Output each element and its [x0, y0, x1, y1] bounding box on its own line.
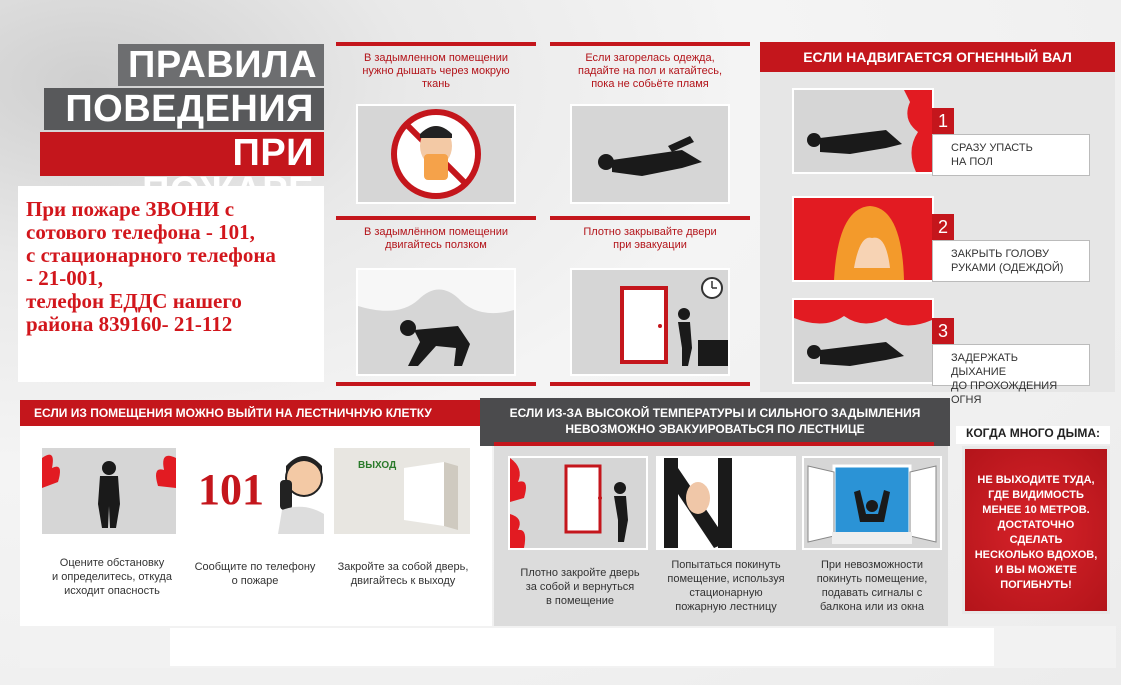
wet-cloth-icon [356, 104, 516, 204]
window-signal-icon [802, 456, 942, 550]
door-close-icon [570, 268, 730, 376]
tip-1-line-3: ткань [421, 78, 450, 90]
fire-wave-step-3 [932, 344, 1090, 406]
stairs-caption-1 [44, 556, 180, 598]
tip-2-line-3: пока не собьёте пламя [591, 78, 709, 90]
fire-wave-step-1-number: 1 [932, 108, 954, 134]
phone-line-1: При пожаре ЗВОНИ с [26, 197, 235, 221]
fire-wave-step-1 [932, 134, 1090, 176]
crawling-person-icon [356, 268, 516, 376]
stairs-caption-3-line-2: двигайтесь к выходу [350, 575, 456, 587]
return-room-icon [508, 456, 648, 550]
smoke-line-7: ПОГИБНУТЬ! [1000, 579, 1072, 591]
tip-1-line-1: В задымленном помещении [363, 52, 509, 64]
tip-4-line-2: при эвакуации [613, 239, 687, 251]
title-line-2: ПОВЕДЕНИЯ [44, 88, 324, 130]
stairs-exit-header: ЕСЛИ ИЗ ПОМЕЩЕНИЯ МОЖНО ВЫЙТИ НА ЛЕСТНИЧНУЮ КЛЕТКУ [20, 400, 490, 426]
phone-line-5: телефон ЕДДС нашего [26, 289, 242, 313]
no-evac-caption-1-line-3: в помещение [545, 595, 615, 607]
exit-sign: ВЫХОД [358, 460, 397, 471]
assess-situation-icon [40, 446, 178, 536]
tip-close-doors [550, 216, 750, 386]
no-evac-caption-3-line-2: покинуть помещение, [816, 573, 928, 585]
tip-burning-clothes [550, 42, 750, 204]
phone-line-2: сотового телефона - 101, [26, 220, 255, 244]
no-evac-caption-2-line-3: стационарную [689, 587, 763, 599]
stairs-exit-section [20, 426, 492, 626]
no-evac-caption-1-line-2: за собой и вернуться [525, 581, 635, 593]
title-line-3: ПРИ [40, 132, 324, 176]
no-evac-caption-3-line-3: подавать сигналы с [821, 587, 923, 599]
tip-3-line-1: В задымлённом помещении [363, 226, 509, 238]
fire-wave-step-2 [932, 240, 1090, 282]
no-evac-caption-1 [508, 566, 652, 608]
tip-2-line-1: Если загорелась одежда, [585, 52, 715, 64]
fire-wave-step-2-line-1: ЗАКРЫТЬ ГОЛОВУ [951, 248, 1049, 260]
stairs-caption-3 [332, 560, 474, 588]
smoke-line-3: МЕНЕЕ 10 МЕТРОВ. [982, 504, 1090, 516]
fire-wave-step-3-line-1: ЗАДЕРЖАТЬ ДЫХАНИЕ [951, 352, 1018, 378]
no-evac-caption-2-line-1: Попытаться покинуть [671, 559, 781, 571]
phone-line-3: с стационарного телефона [26, 243, 276, 267]
title-line-1: ПРАВИЛА [118, 44, 324, 86]
tip-3-line-2: двигайтесь ползком [385, 239, 487, 251]
hold-breath-icon [792, 298, 934, 384]
fire-wave-step-2-line-2: РУКАМИ (ОДЕЖДОЙ) [951, 262, 1064, 274]
smoke-line-6: И ВЫ МОЖЕТЕ [995, 564, 1077, 576]
smoke-warning [962, 446, 1110, 614]
smoke-line-2: ГДЕ ВИДИМОСТЬ [988, 489, 1084, 501]
fire-wave-step-1-line-1: СРАЗУ УПАСТЬ [951, 142, 1033, 154]
stairs-caption-1-line-2: и определитесь, откуда [52, 571, 172, 583]
fire-wave-step-2-number: 2 [932, 214, 954, 240]
no-evac-header-line-1: ЕСЛИ ИЗ-ЗА ВЫСОКОЙ ТЕМПЕРАТУРЫ И СИЛЬНОГО ЗАДЫМЛЕНИЯ [509, 406, 921, 420]
tip-1-line-2: нужно дышать через мокрую [362, 65, 510, 77]
no-evac-caption-2 [656, 558, 796, 614]
no-evac-caption-2-line-2: помещение, используя [667, 573, 785, 585]
phone-call-icon [184, 446, 324, 536]
no-evac-header [480, 398, 950, 446]
fire-wave-section [760, 42, 1115, 406]
smoke-line-4: ДОСТАТОЧНО СДЕЛАТЬ [997, 519, 1075, 546]
fire-wave-step-3-line-2: ДО ПРОХОЖДЕНИЯ ОГНЯ [951, 380, 1058, 406]
fall-down-icon [792, 88, 934, 174]
no-evac-caption-2-line-4: пожарную лестницу [675, 601, 777, 613]
phone-number-101: 101 [198, 465, 264, 514]
stairs-caption-2-line-1: Сообщите по телефону [194, 561, 316, 573]
smoke-line-1: НЕ ВЫХОДИТЕ ТУДА, [977, 474, 1095, 486]
emergency-phone-info [18, 186, 324, 382]
stairs-caption-3-line-1: Закройте за собой дверь, [337, 561, 469, 573]
footer-panel [170, 628, 994, 666]
cover-head-icon [792, 196, 934, 282]
fire-wave-step-3-number: 3 [932, 318, 954, 344]
phone-line-4: - 21-001, [26, 266, 103, 290]
smoke-header: КОГДА МНОГО ДЫМА: [956, 426, 1110, 444]
tip-crawl [336, 216, 536, 386]
no-evac-header-line-2: НЕВОЗМОЖНО ЭВАКУИРОВАТЬСЯ ПО ЛЕСТНИЦЕ [565, 422, 865, 436]
tip-wet-cloth [336, 42, 536, 204]
rolling-person-icon [570, 104, 730, 204]
no-evac-caption-3-line-4: балкона или из окна [819, 601, 925, 613]
stairs-caption-1-line-1: Оцените обстановку [59, 557, 165, 569]
fire-wave-step-1-line-2: НА ПОЛ [951, 156, 993, 168]
exit-door-icon [332, 446, 472, 536]
fire-ladder-icon [656, 456, 796, 550]
stairs-caption-2-line-2: о пожаре [231, 575, 279, 587]
fire-wave-header: ЕСЛИ НАДВИГАЕТСЯ ОГНЕННЫЙ ВАЛ [760, 42, 1115, 72]
smoke-line-5: НЕСКОЛЬКО ВДОХОВ, [974, 549, 1098, 561]
tip-2-line-2: падайте на пол и катайтесь, [577, 65, 723, 77]
no-evac-caption-3 [800, 558, 944, 614]
no-evac-section [494, 446, 948, 626]
no-evac-caption-3-line-1: При невозможности [821, 559, 923, 571]
stairs-caption-2 [186, 560, 324, 588]
tip-4-line-1: Плотно закрывайте двери [583, 226, 717, 238]
phone-line-6: района 839160- 21-112 [26, 312, 233, 336]
stairs-caption-1-line-3: исходит опасность [64, 585, 160, 597]
no-evac-caption-1-line-1: Плотно закройте дверь [520, 567, 640, 579]
